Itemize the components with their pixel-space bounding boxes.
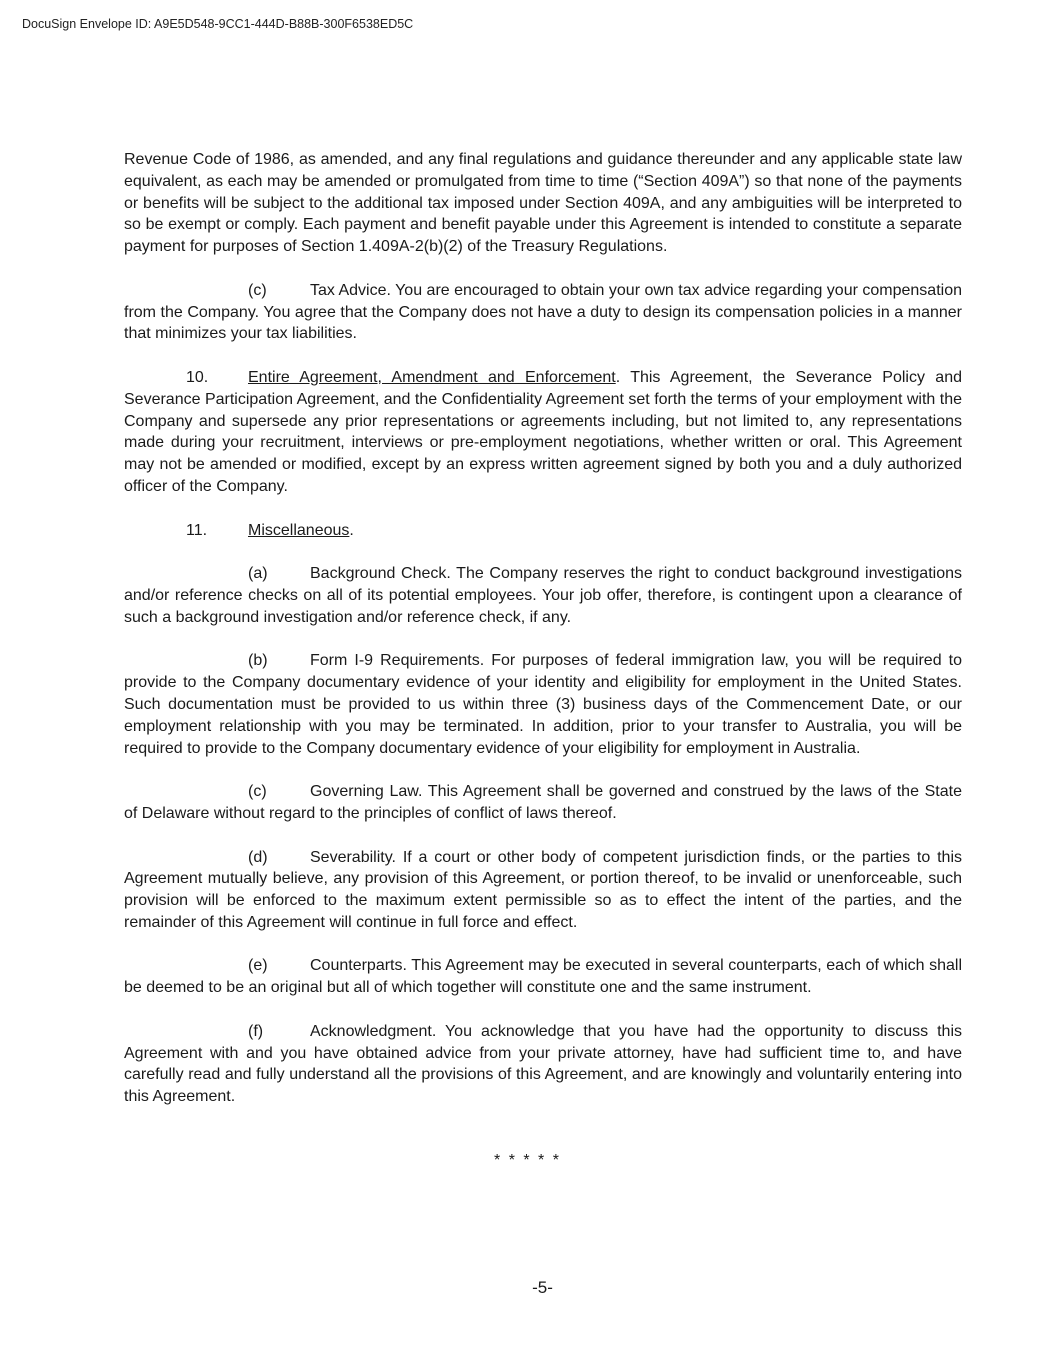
paragraph-text: You acknowledge that you have had the opportunity to discuss this Agreement with and you have obtained advice from your private attorney, have had sufficient time to, and have carefully read and fully understand all the provisions of this Agreement, and are knowingly and voluntarily entering into this Agreement. — [124, 1022, 962, 1106]
entire-agreement-paragraph — [124, 367, 962, 498]
paragraph-text: This Agreement shall be governed and construed by the laws of the State of Delaware without regard to the principles of conflict of laws thereof. — [124, 783, 962, 822]
clause-title: Background Check. — [310, 565, 451, 583]
end-of-text-stars: * * * * * — [494, 1152, 561, 1169]
clause-label: (b) — [248, 652, 268, 670]
clause-title: Form I-9 Requirements. — [310, 652, 485, 670]
clause-title: Counterparts. — [310, 957, 407, 975]
paragraph-text: Revenue Code of 1986, as amended, and any final regulations and guidance thereunder and any applicable state law equivalent, as each may be amended or promulgated from time to time (“Section 409A”) so that none of the payments or benefits will be subject to the additional tax imposed under Section 409A, and any ambiguities will be interpreted to so be exempt or comply. Each payment and benefit payable under this Agreement is intended to constitute a separate payment for purposes of Section 1.409A-2(b)(2) of the Treasury Regulations. — [124, 151, 962, 256]
clause-label: (a) — [248, 565, 268, 583]
section-number: 11. — [186, 521, 208, 539]
clause-title: Acknowledgment. — [310, 1022, 437, 1040]
clause-label: (c) — [248, 783, 267, 801]
envelope-id-header: DocuSign Envelope ID: A9E5D548-9CC1-444D-B88B-300F6538ED5C — [22, 17, 414, 31]
clause-title: Governing Law. — [310, 783, 423, 801]
paragraph-text: . — [349, 521, 354, 539]
document-body — [124, 149, 962, 1108]
clause-label: (d) — [248, 848, 268, 866]
form-i9-paragraph — [124, 650, 962, 759]
page-number: -5- — [532, 1278, 553, 1297]
background-check-paragraph — [124, 563, 962, 628]
paragraph-text: If a court or other body of competent jurisdiction finds, or the parties to this Agreement mutually believe, any provision of this Agreement, or portion thereof, to be invalid or unenforceable, such provision will be enforced to the maximum extent permissible so as to effect the intent of the parties, and the remainder of this Agreement will continue in full force and effect. — [124, 848, 962, 931]
paragraph-text: You are encouraged to obtain your own tax advice regarding your compensation from the Company. You agree that the Company does not have a duty to design its compensation policies in a manner that minimizes your tax liabilities. — [124, 281, 962, 343]
paragraph-text: . This Agreement, the Severance Policy and Severance Participation Agreement, and the Confidentiality Agreement set forth the terms of your employment with the Company and supersede any prior representations or agreements including, but not limited to, any representations made during your recruitment, interviews or pre-employment negotiations, whether written or oral. This Agreement may not be amended or modified, except by an express written agreement signed by both you and a duly authorized officer of the Company. — [124, 368, 962, 495]
section-title: Miscellaneous — [248, 521, 350, 539]
clause-title: Tax Advice. — [310, 281, 391, 299]
miscellaneous-heading — [124, 520, 962, 542]
paragraph-text: For purposes of federal immigration law, you will be required to provide to the Company documentary evidence of your identity and eligibility for employment in the United States. Such documentation must be provided to us within three (3) business days of the Commencement Date, or our employment relationship with you may be terminated. In addition, prior to your transfer to Australia, you will be required to provide to the Company documentary evidence of your eligibility for employment in Australia. — [124, 652, 963, 757]
severability-paragraph — [124, 847, 962, 934]
paragraph-text: The Company reserves the right to conduct background investigations and/or reference checks on all of its potential employees. Your job offer, therefore, is contingent upon a clearance of such a background investigation and/or reference check, if any. — [124, 565, 962, 626]
clause-label: (f) — [248, 1022, 264, 1040]
paragraph-text: This Agreement may be executed in several counterparts, each of which shall be deemed to be an original but all of which together will constitute one and the same instrument. — [124, 957, 962, 997]
section-title: Entire Agreement, Amendment and Enforcement — [248, 368, 616, 386]
clause-label: (e) — [248, 957, 268, 975]
counterparts-paragraph — [124, 955, 962, 999]
tax-advice-paragraph — [124, 280, 962, 345]
acknowledgment-paragraph — [124, 1021, 962, 1108]
section-409a-continuation — [124, 149, 962, 258]
governing-law-paragraph — [124, 781, 962, 825]
section-number: 10. — [186, 368, 209, 386]
clause-label: (c) — [248, 281, 267, 299]
clause-title: Severability. — [310, 848, 396, 866]
